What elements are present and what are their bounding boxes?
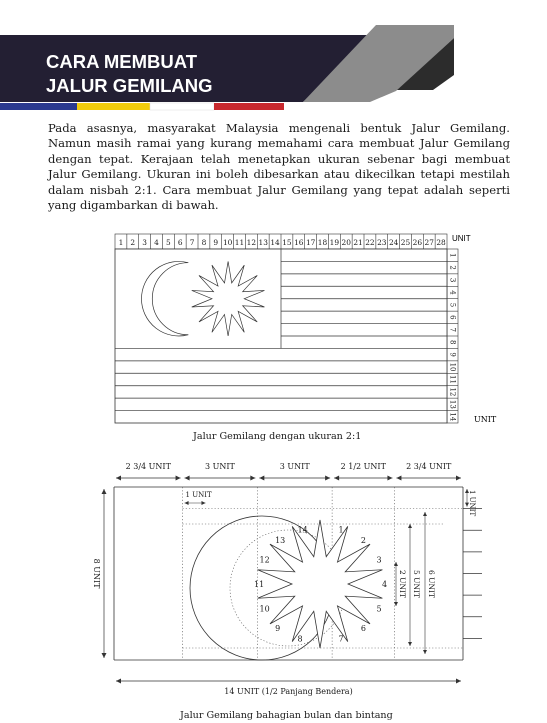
star-point-number: 2: [360, 536, 367, 546]
top-ruler-number: 16: [294, 238, 304, 247]
star-point-number: 4: [382, 580, 388, 589]
top-dimension-label: 2 3/4 UNIT: [406, 462, 452, 471]
one-unit-horizontal-label: 1 UNIT: [185, 491, 212, 499]
top-ruler-number: 20: [341, 238, 351, 247]
dimension-arrow-left: [259, 476, 264, 481]
top-ruler-number: 18: [317, 238, 328, 247]
one-unit-vertical-label: 1 UNIT: [468, 490, 476, 517]
bottom-dimension-label: 14 UNIT (1/2 Panjang Bendera): [224, 687, 353, 696]
top-ruler-number: 14: [270, 238, 280, 247]
top-ruler-number: 9: [213, 238, 219, 247]
top-ruler-number: 5: [166, 238, 171, 247]
top-ruler-number: 13: [258, 238, 268, 247]
star-point-number: 9: [275, 623, 281, 633]
side-ruler-number: 8: [448, 339, 457, 345]
top-ruler-number: 4: [154, 238, 159, 247]
dimension-arrow-left: [116, 679, 121, 684]
dimension-arrow-left: [396, 476, 401, 481]
side-ruler-number: 7: [448, 327, 457, 333]
top-ruler-number: 27: [424, 238, 434, 247]
title-line-2: JALUR GEMILANG: [46, 75, 213, 96]
top-ruler-number: 2: [130, 238, 136, 247]
top-ruler-number: 21: [353, 238, 363, 247]
top-ruler-number: 26: [412, 238, 423, 247]
dimension-arrow-right: [456, 476, 461, 481]
top-ruler-number: 7: [189, 238, 195, 247]
top-dimension-label: 2 3/4 UNIT: [125, 462, 171, 471]
top-ruler-number: 8: [201, 238, 207, 247]
star-point-number: 10: [259, 604, 270, 614]
top-ruler-number: 19: [329, 238, 340, 247]
star-point-number: 13: [275, 536, 286, 546]
star-point-number: 5: [376, 604, 382, 614]
star-point-number: 8: [297, 634, 303, 644]
side-ruler-number: 12: [448, 387, 457, 397]
figure2-caption: Jalur Gemilang bahagian bulan dan bintang: [180, 710, 393, 721]
side-ruler-number: 13: [448, 399, 457, 409]
top-dimension-label: 2 1/2 UNIT: [340, 462, 386, 471]
top-ruler-number: 3: [142, 238, 147, 247]
top-ruler-number: 22: [365, 238, 375, 247]
top-ruler-number: 6: [177, 238, 183, 247]
dimension-arrow-right: [387, 476, 392, 481]
top-ruler-number: 11: [234, 238, 245, 247]
top-ruler-number: 17: [305, 238, 316, 247]
star-point-number: 7: [338, 634, 344, 644]
left-dimension-label: 8 UNIT: [92, 558, 101, 589]
dimension-arrow-right: [176, 476, 181, 481]
intro-paragraph: Pada asasnya, masyarakat Malaysia mengenali bentuk Jalur Gemilang. Namun masih ramai yang kurang memahami cara membuat Jalur Gemilang dengan tepat. Kerajaan telah menetapkan ukuran sebenar bagi membuat Jalur Gemilang. Ukuran ini boleh dibesarkan atau dikecilkan tetapi mestilah dalam nisbah 2:1. Cara membuat Jalur Gemilang yang tepat adalah seperti yang digambarkan di bawah.: [48, 121, 510, 213]
star-point-number: 6: [360, 623, 367, 633]
side-ruler-number: 2: [448, 265, 457, 270]
dimension-arrow-right: [201, 501, 205, 505]
top-dimension-label: 3 UNIT: [279, 462, 310, 471]
star-point-number: 11: [254, 580, 265, 589]
side-ruler-number: 3: [448, 277, 457, 283]
side-ruler-number: 11: [448, 375, 457, 384]
top-ruler-number: 12: [246, 238, 257, 247]
dimension-arrow-right: [325, 476, 330, 481]
top-ruler-number: 25: [400, 238, 411, 247]
dimension-arrow-up: [423, 512, 427, 516]
top-ruler-number: 1: [118, 238, 124, 247]
unit-label-top: UNIT: [452, 234, 471, 243]
dimension-arrow-right: [250, 476, 255, 481]
five-unit-label: 5 UNIT: [412, 569, 421, 599]
top-ruler-number: 24: [388, 238, 399, 247]
side-ruler-number: 1: [448, 252, 457, 258]
six-unit-label: 6 UNIT: [427, 569, 436, 599]
star-point-number: 14: [297, 525, 308, 535]
top-ruler-number: 15: [282, 238, 292, 247]
top-ruler-number: 28: [436, 238, 446, 247]
dimension-arrow-down: [102, 653, 107, 658]
dimension-arrow-up: [102, 489, 107, 494]
side-ruler-number: 5: [448, 302, 457, 308]
side-ruler-number: 14: [448, 412, 457, 422]
crescent-star-drawing: [92, 462, 482, 696]
dimension-arrow-left: [334, 476, 339, 481]
side-ruler-number: 6: [448, 315, 457, 320]
dimension-arrow-up: [408, 524, 412, 528]
side-ruler-number: 10: [448, 362, 457, 372]
star-point-number: 12: [259, 555, 270, 565]
two-unit-label: 2 UNIT: [398, 569, 407, 599]
dimension-arrow-down: [423, 650, 427, 654]
figure1-caption: Jalur Gemilang dengan ukuran 2:1: [193, 431, 362, 442]
dimension-arrow-left: [185, 501, 189, 505]
dimension-arrow-down: [408, 642, 412, 646]
dimension-arrow-left: [116, 476, 121, 481]
top-dimension-label: 3 UNIT: [205, 462, 235, 471]
dimension-arrow-left: [185, 476, 190, 481]
dimension-arrow-right: [456, 679, 461, 684]
star-point-number: 3: [376, 555, 382, 565]
title-line-1: CARA MEMBUAT: [46, 51, 198, 72]
side-ruler-number: 4: [448, 290, 457, 295]
star-point-number: 1: [338, 525, 344, 535]
unit-label-side: UNIT: [474, 415, 497, 424]
top-ruler-number: 23: [377, 238, 387, 247]
top-ruler-number: 10: [222, 238, 233, 247]
side-ruler-number: 9: [448, 352, 457, 357]
